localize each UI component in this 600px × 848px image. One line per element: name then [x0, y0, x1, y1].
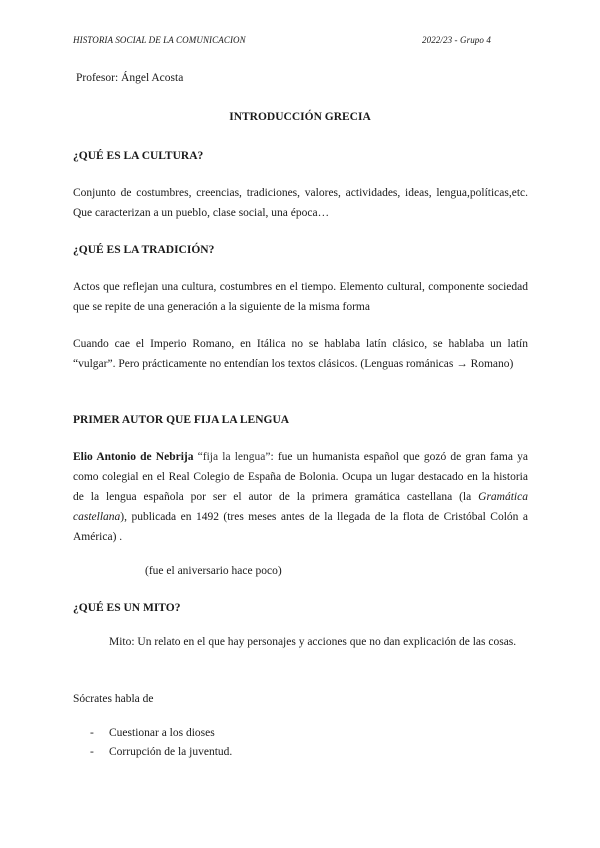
list-item-text: Corrupción de la juventud. [109, 746, 233, 758]
author-name: Elio Antonio de Nebrija [73, 451, 194, 463]
nebrija-text-1: : fue un humanista español que gozó de gran fama ya como colegial en el Real Colegio de España de Bolonia. Ocupa un lugar destacado en la historia de la lengua española por ser el autor de la primera gramática castellana (la [73, 451, 528, 503]
paragraph-tradicion: Actos que reflejan una cultura, costumbres en el tiempo. Elemento cultural, componente sociedad que se repite de una generación a la siguiente de la misma forma [73, 281, 528, 313]
list-dash: - [90, 746, 94, 758]
heading-mito: ¿QUÉ ES UN MITO? [73, 602, 181, 614]
list-dash: - [90, 727, 94, 739]
heading-tradicion: ¿QUÉ ES LA TRADICIÓN? [73, 244, 215, 256]
paragraph-mito: Mito: Un relato en el que hay personajes y acciones que no dan explicación de las cosas. [109, 636, 517, 648]
heading-cultura: ¿QUÉ ES LA CULTURA? [73, 150, 204, 162]
header-course-title: HISTORIA SOCIAL DE LA COMUNICACION [73, 35, 246, 45]
header-year-group: 2022/23 - Grupo 4 [422, 35, 491, 45]
aniversario-note: (fue el aniversario hace poco) [145, 565, 282, 577]
paragraph-imperio-romano: Cuando cae el Imperio Romano, en Itálica no se hablaba latín clásico, se hablaba un latín “vulgar”. Pero prácticamente no entendían los textos clásicos. (Lenguas románicas → Romano) [73, 338, 528, 370]
page-title: INTRODUCCIÓN GRECIA [229, 111, 371, 123]
book-title: Gramática castellana [73, 491, 528, 523]
paragraph-cultura: Conjunto de costumbres, creencias, tradiciones, valores, actividades, ideas, lengua,políticas,etc. Que caracterizan a un pueblo, clase social, una época… [73, 187, 528, 219]
paragraph-nebrija [73, 447, 528, 547]
list-item-text: Cuestionar a los dioses [109, 727, 215, 739]
nebrija-text-2: ), publicada en 1492 (tres meses antes de la llegada de la flota de Cristóbal Colón a América) . [73, 511, 528, 543]
heading-primer-autor: PRIMER AUTOR QUE FIJA LA LENGUA [73, 414, 290, 426]
author-quote: “fija la lengua” [193, 451, 271, 463]
professor-line: Profesor: Ángel Acosta [76, 72, 184, 84]
socrates-intro: Sócrates habla de [73, 693, 154, 705]
